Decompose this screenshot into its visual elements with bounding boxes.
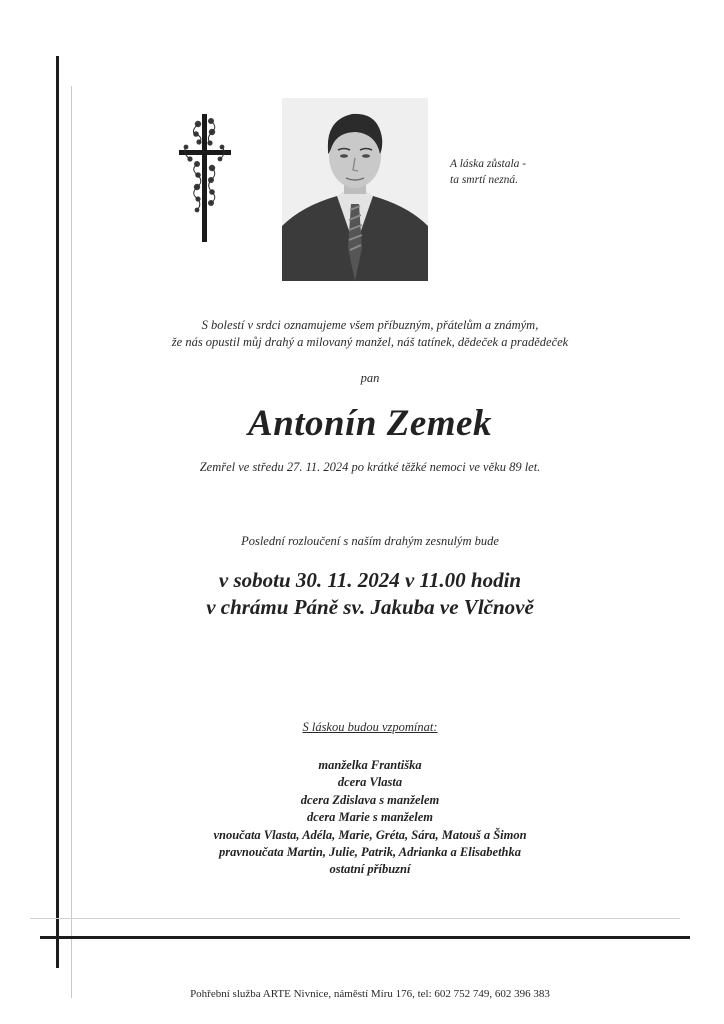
- announcement-line-1: S bolestí v srdci oznamujeme všem příbuzným, přátelům a známým,: [201, 318, 539, 332]
- bottom-border-thin-line: [30, 918, 680, 919]
- motto-line-1: A láska zůstala -: [450, 158, 527, 170]
- ceremony-place: v chrámu Páně sv. Jakuba ve Vlčnově: [206, 595, 534, 619]
- ceremony-date: v sobotu 30. 11. 2024 v 11.00 hodin: [218, 568, 522, 592]
- mourner-line: dcera Marie s manželem: [306, 810, 434, 825]
- farewell-intro: Poslední rozloučení s naším drahým zesnulým bude: [241, 534, 499, 548]
- mourner-line: dcera Zdislava s manželem: [300, 792, 440, 807]
- mourner-line: vnoučata Vlasta, Adéla, Marie, Gréta, Sára, Matouš a Šimon: [213, 827, 527, 842]
- mourner-line: manželka Františka: [318, 758, 422, 772]
- mourners-list: [70, 757, 670, 879]
- left-border-line: [56, 56, 59, 968]
- mourner-line: ostatní příbuzní: [329, 862, 411, 877]
- mourner-line: dcera Vlasta: [337, 775, 403, 790]
- motto: [450, 156, 590, 188]
- memory-heading: S láskou budou vzpomínat:: [302, 720, 438, 734]
- announcement-line-2: že nás opustil můj drahý a milovaný manžel, náš tatínek, dědeček a pradědeček: [171, 335, 569, 349]
- portrait-photo: [282, 98, 428, 281]
- mourner-line: pravnoučata Martin, Julie, Patrik, Adrianka a Elisabethka: [218, 845, 521, 860]
- motto-line-2: ta smrtí nezná.: [450, 174, 519, 186]
- bottom-border-line: [40, 936, 690, 939]
- ceremony-details: [70, 567, 670, 621]
- death-note: Zemřel ve středu 27. 11. 2024 po krátké těžké nemoci ve věku 89 let.: [199, 460, 541, 474]
- honorific: pan: [360, 371, 380, 385]
- announcement: [70, 317, 670, 351]
- cross-with-vine-icon: [176, 112, 234, 244]
- deceased-name: Antonín Zemek: [248, 403, 492, 444]
- funeral-service-footer: Pohřební služba ARTE Nivnice, náměstí Míru 176, tel: 602 752 749, 602 396 383: [190, 988, 550, 1000]
